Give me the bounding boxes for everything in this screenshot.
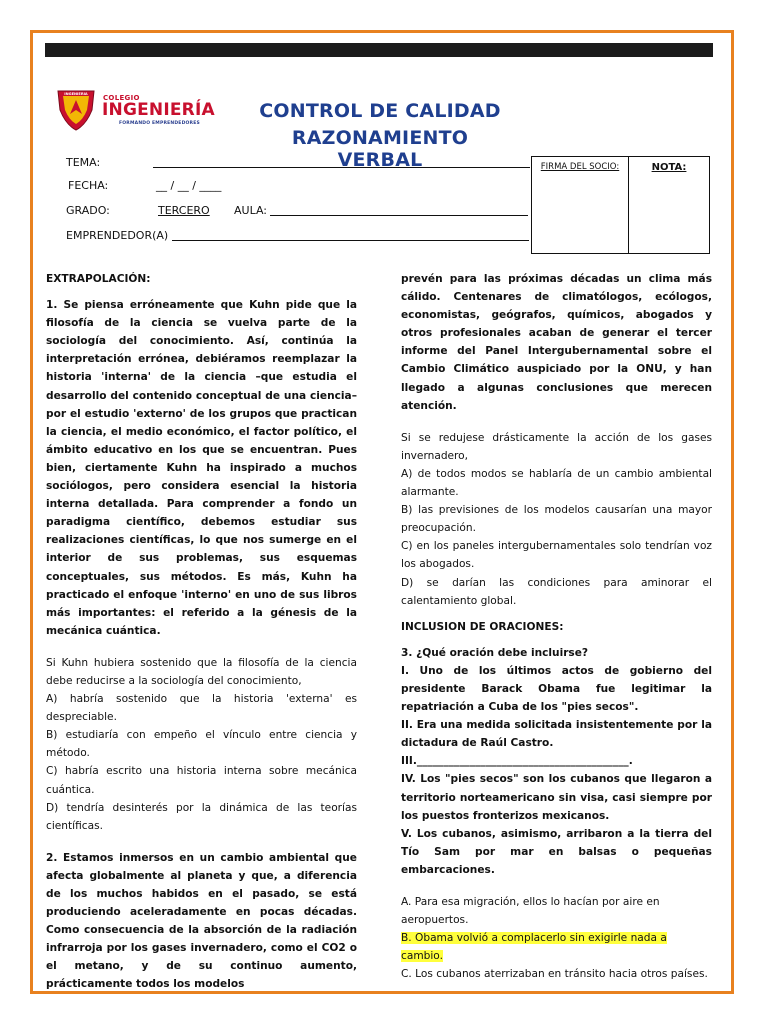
grado-label: GRADO: [66,204,110,217]
tema-line[interactable] [153,167,530,168]
firma-label: FIRMA DEL SOCIO: [540,162,620,172]
sentence-ii: II. Era una medida solicitada insistentemente por la dictadura de Raúl Castro. [401,719,712,750]
option-2d[interactable]: D) se darían las condiciones para aminorar el calentamiento global. [401,576,712,607]
fecha-label: FECHA: [68,179,109,192]
question-2-continuation: prevén para las próximas décadas un clima más cálido. Centenares de climatólogos, ecólogos, economistas, geógrafos, químicos, abogados y otros profesionales acaban de generar el tercer informe del Panel Intergubernamental sobre el Cambio Climático auspiciado por la ONU, y han llegado a algunas conclusiones que merecen atención. [401,273,712,412]
sentence-i: I. Uno de los últimos actos de gobierno del presidente Barack Obama fue legitimar la repatriación a Cuba de los "pies secos". [401,664,712,714]
question-2-prompt: Si se redujese drásticamente la acción de los gases invernadero, [401,431,712,462]
top-bar [45,43,713,57]
title-line-1: CONTROL DE CALIDAD [259,100,501,122]
shield-icon [56,88,96,132]
sentence-iv: IV. Los "pies secos" son los cubanos que llegaron a territorio norteamericano sin visa, casi siempre por los puestos fronterizos mexicanos. [401,773,712,822]
option-2c[interactable]: C) en los paneles intergubernamentales solo tendrían voz los abogados. [401,540,712,571]
option-3c[interactable]: C. Los cubanos aterrizaban en tránsito hacia otros países. [401,968,708,981]
grado-value: TERCERO [158,204,210,217]
logo-name: INGENIERÍA [102,100,215,120]
aula-line[interactable] [270,215,528,216]
question-3-title: 3. ¿Qué oración debe incluirse? [401,646,589,659]
left-column [46,270,357,994]
section-inclusion: INCLUSION DE ORACIONES: [401,620,564,633]
right-column [401,270,712,983]
option-3a[interactable]: A. Para esa migración, ellos lo hacían por aire en aeropuertos. [401,896,660,927]
option-1b[interactable]: B) estudiaría con empeño el vínculo entre ciencia y método. [46,729,357,760]
option-1c[interactable]: C) habría escrito una historia interna sobre mecánica cuántica. [46,765,357,796]
option-2a[interactable]: A) de todos modos se hablaría de un cambio ambiental alarmante. [401,467,712,499]
sentence-v: V. Los cubanos, asimismo, arribaron a la tierra del Tío Sam por mar en balsas o pequeñas embarcaciones. [401,827,712,876]
option-1a[interactable]: A) habría sostenido que la historia 'externa' es despreciable. [46,693,357,724]
sentence-iii[interactable]: III.________________________________________. [401,755,633,768]
shield-text: INGENIERIA [64,92,88,97]
emprendedor-label: EMPRENDEDOR(A) [66,229,169,242]
nota-label: NOTA: [651,162,687,173]
title-line-2: RAZONAMIENTO VERBAL [291,127,469,171]
school-logo [56,88,226,134]
section-extrapolacion: EXTRAPOLACIÓN: [46,273,151,285]
grade-box [531,156,710,254]
option-2b[interactable]: B) las previsiones de los modelos causarían una mayor preocupación. [401,504,712,535]
question-2-text: 2. Estamos inmersos en un cambio ambiental que afecta globalmente al planeta y que, a diferencia de los muchos habidos en el pasado, se está produciendo aceleradamente en pocas décadas. Como consecuencia de la absorción de la radiación infrarroja por los gases invernadero, como el CO2 o el metano, y de su continuo aumento, prácticamente todos los modelos [46,851,357,991]
logo-tagline: FORMANDO EMPRENDEDORES [119,121,200,126]
question-1-prompt: Si Kuhn hubiera sostenido que la filosofía de la ciencia debe reducirse a la sociología del conocimiento, [46,656,357,687]
fecha-value[interactable]: __ / __ / ____ [156,179,222,192]
emprendedor-line[interactable] [172,240,529,241]
tema-label: TEMA: [66,156,101,169]
logo-colegio: COLEGIO [103,94,140,102]
aula-label: AULA: [234,204,267,217]
option-3b[interactable]: B. Obama volvió a complacerlo sin exigirle nada a cambio. [401,932,667,963]
question-1-text: 1. Se piensa erróneamente que Kuhn pide que la filosofía de la ciencia se vuelva parte de la sociología del conocimiento. Así, continúa la interpretación errónea, debiéramos reemplazar la historia 'interna' de la ciencia –que estudia el desarrollo del contenido conceptual de una ciencia– por el estudio 'externo' de los grupos que practican la ciencia, el medio económico, el factor político, el ámbito educativo en los que se encuentran. Pues bien, ciertamente Kuhn ha inspirado a muchos sociólogos, pero considera esencial la historia interna detallada. Para comprender a fondo un paradigma científico, debemos estudiar sus realizaciones científicas, lo que nos sumerge en el interior de sus problemas, sus esquemas conceptuales, sus métodos. Es más, Kuhn ha practicado el enfoque 'interno' en uno de sus libros más importantes: el referido a la génesis de la mecánica cuántica. [46,299,357,637]
option-1d[interactable]: D) tendría desinterés por la dinámica de las teorías científicas. [46,801,357,832]
